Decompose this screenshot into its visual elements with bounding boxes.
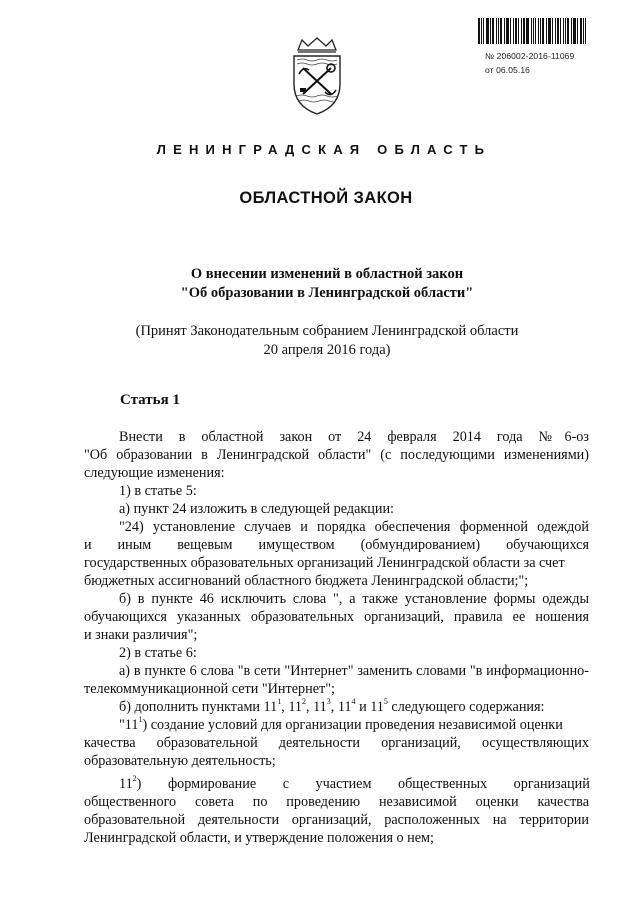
body-line: качества образовательной деятельности организаций, осуществляющих xyxy=(84,735,589,751)
body-line: образовательную деятельность; xyxy=(84,753,276,769)
barcode-bar xyxy=(500,18,502,44)
barcode-bar xyxy=(483,18,484,44)
body-line-with-superscripts: $11^2$) формирование с участием общественных организаций xyxy=(119,774,590,792)
barcode xyxy=(478,18,588,44)
barcode-bar xyxy=(496,18,497,44)
barcode-bar xyxy=(506,18,509,44)
barcode-bar xyxy=(577,18,578,44)
body-line: и знаки различия"; xyxy=(84,627,198,643)
barcode-bar xyxy=(510,18,511,44)
law-title-line-1: О внесении изменений в областной закон xyxy=(190,266,464,282)
barcode-bar xyxy=(523,18,525,44)
barcode-bar xyxy=(583,18,584,44)
law-title-line-2: "Об образовании в Ленинградской области" xyxy=(180,285,474,301)
barcode-bar xyxy=(571,18,572,44)
barcode-bar xyxy=(486,18,489,44)
body-line-with-superscripts: "$11^1$) создание условий для организации проведения независимой оценки xyxy=(119,715,563,733)
barcode-bar xyxy=(538,18,539,44)
barcode-bar xyxy=(481,18,482,44)
body-line: 1) в статье 5: xyxy=(119,483,197,499)
body-line: а) в пункте 6 слова "в сети "Интернет" заменить словами "в информационно- xyxy=(119,663,589,679)
barcode-bar xyxy=(548,18,551,44)
barcode-bar xyxy=(492,18,494,44)
barcode-bar xyxy=(518,18,519,44)
body-line: "24) установление случаев и порядка обеспечения форменной одеждой xyxy=(119,519,589,535)
barcode-bar xyxy=(533,18,534,44)
barcode-bar xyxy=(552,18,553,44)
barcode-bar xyxy=(573,18,576,44)
barcode-bar xyxy=(526,18,529,44)
registration-number: № 206002-2016-11069 xyxy=(485,51,575,61)
barcode-bar xyxy=(565,18,566,44)
adoption-note-line-2: 20 апреля 2016 года) xyxy=(263,342,391,358)
body-line: образовательной деятельности организаций, расположенных на территории xyxy=(84,812,589,828)
body-line: "Об образовании в Ленинградской области" (с последующими изменениями) xyxy=(84,447,589,463)
barcode-bar xyxy=(542,18,544,44)
body-line: и иным вещевым имуществом (обмундированием) обучающихся xyxy=(84,537,589,553)
body-line: общественного совета по проведению независимой оценки качества xyxy=(84,794,589,810)
barcode-bar xyxy=(478,18,480,44)
barcode-bar xyxy=(560,18,561,44)
registration-date: от 06.05.16 xyxy=(485,65,530,75)
body-line: следующие изменения: xyxy=(84,465,225,481)
barcode-bar xyxy=(567,18,569,44)
barcode-bar xyxy=(504,18,505,44)
body-line: бюджетных ассигнований областного бюджета Ленинградской области;"; xyxy=(84,573,529,589)
barcode-bar xyxy=(515,18,517,44)
barcode-bar xyxy=(580,18,582,44)
body-line: государственных образовательных организаций Ленинградской области за счет xyxy=(84,555,565,571)
barcode-bar xyxy=(546,18,547,44)
body-line: 2) в статье 6: xyxy=(119,645,197,661)
barcode-bar xyxy=(531,18,532,44)
adoption-note-line-1: (Принят Законодательным собранием Ленинградской области xyxy=(135,323,519,339)
barcode-bar xyxy=(498,18,499,44)
body-line: б) в пункте 46 исключить слова ", а также установление формы одежды xyxy=(119,591,589,607)
barcode-bar xyxy=(513,18,514,44)
document-type-heading: ОБЛАСТНОЙ ЗАКОН xyxy=(239,189,413,207)
barcode-bar xyxy=(563,18,564,44)
coat-of-arms-emblem xyxy=(288,36,346,116)
barcode-bar xyxy=(540,18,541,44)
body-line: а) пункт 24 изложить в следующей редакции: xyxy=(119,501,394,517)
barcode-bar xyxy=(490,18,491,44)
region-heading: ЛЕНИНГРАДСКАЯ ОБЛАСТЬ xyxy=(156,142,492,157)
body-line: телекоммуникационной сети "Интернет"; xyxy=(84,681,335,697)
barcode-bar xyxy=(521,18,522,44)
barcode-bar xyxy=(557,18,559,44)
article-heading: Статья 1 xyxy=(120,392,180,408)
body-line: Внести в областной закон от 24 февраля 2014 года №6-оз xyxy=(119,429,589,445)
barcode-bar xyxy=(585,18,586,44)
body-line-with-superscripts: б) дополнить пунктами $11^1$, $11^2$, $11^3$, $11^4$ и $11^5$ следующего содержания: xyxy=(119,697,545,715)
barcode-bar xyxy=(535,18,537,44)
body-line: обучающихся указанных образовательных организаций, правила ее ношения xyxy=(84,609,589,625)
body-line: Ленинградской области, и утверждение положения о нем; xyxy=(84,830,434,846)
barcode-bar xyxy=(555,18,556,44)
